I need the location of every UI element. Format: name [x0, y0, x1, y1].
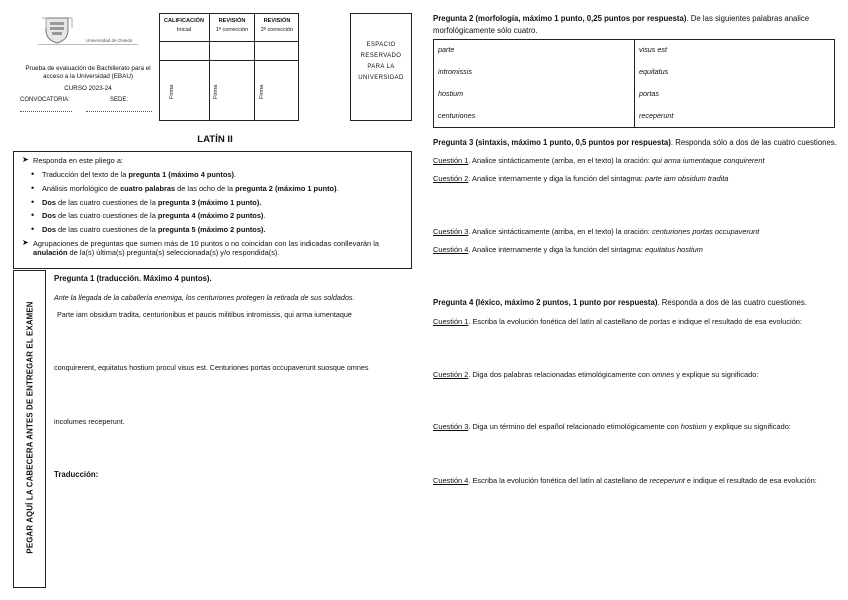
q4-c1-answer-area[interactable]: [433, 330, 835, 366]
grading-col2-header: REVISIÓN 1ª corrección: [215, 18, 249, 33]
instruction-item: • Dos de las cuatro cuestiones de la pregunta 3 (máximo 1 punto).: [31, 196, 262, 207]
q4-c2-answer-area[interactable]: [433, 383, 835, 419]
instructions-warning: ➤ Agrupaciones de preguntas que sumen más de 10 puntos o no coincidan con las indicadas conllevarán la anulación de la(s) última(s) pregunta(s) seleccionada(s) y/o respondida(s).: [22, 238, 379, 258]
bullet-icon: •: [31, 168, 35, 179]
subject-title: LATÍN II: [197, 134, 233, 145]
q2-word: receperunt: [639, 111, 674, 120]
q4-c3-answer-area[interactable]: [433, 435, 835, 471]
paste-header-label: PEGAR AQUÍ LA CABECERA ANTES DE ENTREGAR EL EXAMEN: [25, 301, 35, 554]
grading-col1-header: CALIFICACIÓN Inicial: [163, 18, 205, 33]
reserved-text: ESPACIO RESERVADO PARA LA UNIVERSIDAD: [358, 42, 404, 82]
grade-rev1-field[interactable]: [211, 42, 254, 60]
bullet-icon: •: [31, 210, 35, 221]
grading-col3-header: REVISIÓN 2ª corrección: [260, 18, 294, 33]
university-logo: [40, 14, 74, 44]
instruction-item: • Análisis morfológico de cuatro palabras de las ocho de la pregunta 2 (máximo 1 punto).: [31, 182, 339, 193]
q2-word: equitatus: [639, 67, 669, 76]
instructions-list: [19, 170, 407, 235]
convocatoria-field[interactable]: [20, 111, 72, 112]
course: CURSO 2023-24: [64, 85, 112, 93]
q1-title: Pregunta 1 (traducción. Máximo 4 puntos).: [54, 274, 212, 283]
q2-word: visus est: [639, 45, 667, 54]
instruction-item: • Dos de las cuatro cuestiones de la pregunta 5 (máximo 2 puntos).: [31, 224, 266, 235]
convocatoria-label: CONVOCATORIA:: [20, 97, 70, 103]
instructions: [19, 156, 407, 258]
firma-label-2: Firma: [213, 84, 219, 99]
q2-table-divider: [634, 39, 635, 128]
q1-text-line1: Parte iam obsidum tradita, centurionibus et paucis militibus intromissis, qui arma iumentaque: [57, 310, 352, 319]
q3-c3: Cuestión 3. Analice sintácticamente (arriba, en el texto) la oración: centuriones portas occupaverunt: [433, 227, 760, 236]
sede-field[interactable]: [86, 111, 152, 112]
sede-label: SEDE:: [110, 97, 129, 103]
arrow-icon: ➤: [22, 238, 29, 248]
translation-answer-area[interactable]: [54, 484, 409, 588]
arrow-icon: ➤: [22, 155, 29, 164]
q4-title: Pregunta 4 (léxico, máximo 2 puntos, 1 punto por respuesta). Responda a dos de las cuatro cuestiones.: [433, 298, 807, 307]
q4-c4-answer-area[interactable]: [433, 489, 835, 589]
q4-c3: Cuestión 3. Diga un término del español relacionado etimológicamente con hostium y explique su significado:: [433, 422, 791, 431]
q2-word: hostium: [438, 89, 464, 98]
instructions-intro: ➤ Responda en este pliego a:: [22, 155, 123, 165]
q1-text-line2: conquirerent, equitatus hostium procul visus est. Centuriones portas occupaverunt suosque omnes: [54, 363, 369, 372]
instruction-item: • Traducción del texto de la pregunta 1 (máximo 4 puntos).: [31, 168, 237, 179]
q4-c2: Cuestión 2. Diga dos palabras relacionadas etimológicamente con omnes y explique su significado:: [433, 370, 759, 379]
q3-c2-answer-area[interactable]: [433, 186, 835, 224]
q4-c4: Cuestión 4. Escriba la evolución fonética del latín al castellano de receperunt e indique el resultado de esa evolución:: [433, 476, 817, 485]
crest-icon: [40, 14, 74, 44]
bullet-icon: •: [31, 182, 35, 193]
instruction-item: • Dos de las cuatro cuestiones de la pregunta 4 (máximo 2 puntos).: [31, 210, 266, 221]
q1-text-line3: incolumes receperunt.: [54, 417, 125, 426]
q2-word: portas: [639, 89, 659, 98]
grading-row-2: [159, 60, 299, 61]
q2-word: parte: [438, 45, 455, 54]
q3-c2: Cuestión 2. Analice internamente y diga la función del sintagma: parte iam obsidum tradita: [433, 174, 729, 183]
translation-label: Traducción:: [54, 470, 99, 479]
grade-rev2-field[interactable]: [256, 42, 299, 60]
q3-title: Pregunta 3 (sintaxis, máximo 1 punto, 0,5 puntos por respuesta). Responda sólo a dos de las cuatro cuestiones.: [433, 138, 837, 147]
bullet-icon: •: [31, 196, 35, 207]
grade-initial-field[interactable]: [160, 42, 209, 60]
q1-context: Ante la llegada de la caballería enemiga, los centuriones protegen la retirada de sus soldados.: [54, 293, 355, 302]
q3-c4-answer-area[interactable]: [433, 257, 835, 295]
exam-title: Prueba de evaluación de Bachillerato para el acceso a la Universidad (EBAU) CURSO 2023-24: [18, 65, 158, 94]
q3-c1: Cuestión 1. Analice sintácticamente (arriba, en el texto) la oración: qui arma iumentaque conquirerent: [433, 156, 765, 165]
logo-rule: [38, 44, 138, 45]
q2-word: centuriones: [438, 111, 476, 120]
bullet-icon: •: [31, 224, 35, 235]
university-name: Universidad de Oviedo: [86, 38, 133, 43]
q2-title: Pregunta 2 (morfología, máximo 1 punto, 0,25 puntos por respuesta). De las siguientes palabras analice morfológicamente sólo cuatro.: [433, 14, 810, 36]
q2-word: intromissis: [438, 67, 472, 76]
firma-label-1: Firma: [169, 84, 175, 99]
firma-label-3: Firma: [259, 84, 265, 99]
q3-c4: Cuestión 4. Analice internamente y diga la función del sintagma: equitatus hostium: [433, 245, 703, 254]
q4-c1: Cuestión 1. Escriba la evolución fonética del latín al castellano de portas e indique el resultado de esa evolución:: [433, 317, 802, 326]
